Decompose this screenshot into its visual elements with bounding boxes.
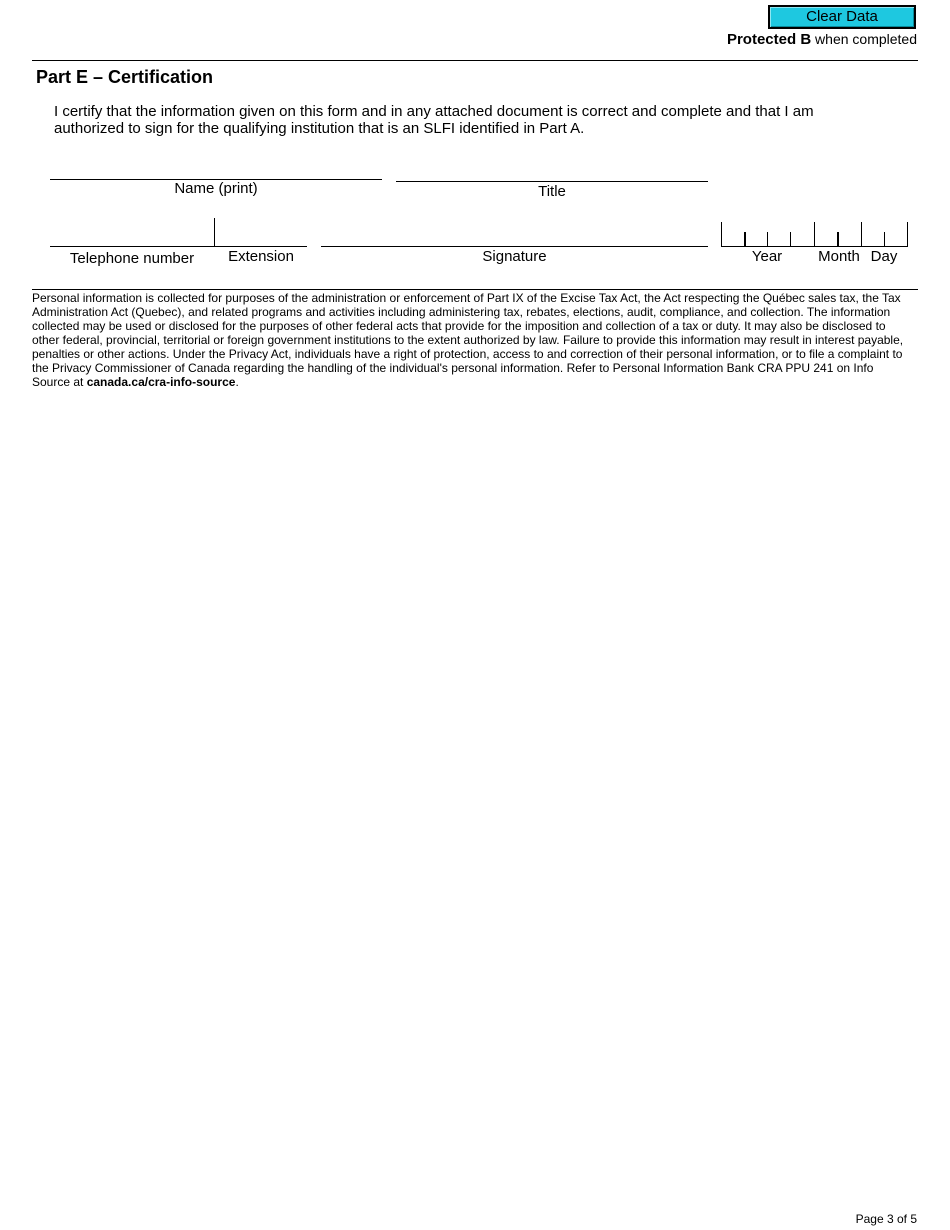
telephone-input[interactable] bbox=[50, 220, 214, 246]
date-tick bbox=[744, 232, 746, 246]
privacy-notice bbox=[32, 291, 912, 389]
date-tick bbox=[790, 232, 791, 246]
month-label: Month bbox=[818, 248, 860, 265]
signature-label: Signature bbox=[482, 248, 547, 265]
title-underline bbox=[396, 181, 708, 182]
telephone-underline bbox=[50, 246, 307, 247]
privacy-text: Personal information is collected for purposes of the administration or enforcement of Part IX of the Excise Tax Act, the Act respecting the Québec sales tax, the Tax Administration Act (Quebec), and related programs and activities including administering tax, rebates, elections, audit, compliance, and collection. The information collected may be used or disclosed for the purposes of other federal acts that provide for the imposition and collection of a tax or duty. It may also be disclosed to other federal, provincial, territorial or foreign government institutions to the extent authorized by law. Failure to provide this information may result in interest payable, penalties or other actions. Under the Privacy Act, individuals have a right of protection, access to and correction of their personal information, or to file a complaint to the Privacy Commissioner of Canada regarding the handling of the individual's personal information. Refer to Personal Information Bank CRA PPU 241 on Info Source at bbox=[32, 291, 904, 389]
date-tick bbox=[837, 232, 839, 246]
extension-label: Extension bbox=[228, 248, 294, 265]
header-divider bbox=[32, 60, 918, 61]
title-input[interactable] bbox=[396, 157, 708, 181]
telephone-label: Telephone number bbox=[69, 250, 195, 267]
signature-underline bbox=[321, 246, 708, 247]
date-tick bbox=[767, 232, 768, 246]
date-divider bbox=[814, 222, 815, 246]
privacy-divider bbox=[32, 289, 918, 290]
protected-suffix: when completed bbox=[811, 31, 917, 47]
date-divider bbox=[721, 222, 722, 246]
protected-status bbox=[727, 31, 917, 48]
date-underline bbox=[721, 246, 908, 247]
name-label: Name (print) bbox=[174, 180, 258, 197]
privacy-end: . bbox=[235, 375, 239, 389]
day-label: Day bbox=[870, 248, 898, 265]
section-title: Part E – Certification bbox=[36, 67, 214, 87]
page-number: Page 3 of 5 bbox=[855, 1212, 917, 1226]
certification-statement: I certify that the information given on this form and in any attached document is correct and complete and that I am authorized to sign for the qualifying institution that is an SLFI identified in Part A. bbox=[54, 103, 814, 137]
date-divider bbox=[907, 222, 908, 246]
protected-level: Protected B bbox=[726, 31, 812, 48]
date-divider bbox=[861, 222, 862, 246]
date-tick bbox=[884, 232, 885, 246]
clear-data-button[interactable]: Clear Data bbox=[768, 5, 916, 29]
name-input[interactable] bbox=[50, 155, 382, 179]
year-label: Year bbox=[751, 248, 783, 265]
extension-divider bbox=[214, 218, 215, 246]
title-label: Title bbox=[538, 183, 566, 200]
extension-input[interactable] bbox=[215, 220, 307, 246]
signature-field[interactable] bbox=[321, 220, 708, 246]
info-source-link[interactable]: canada.ca/cra-info-source bbox=[86, 375, 236, 389]
